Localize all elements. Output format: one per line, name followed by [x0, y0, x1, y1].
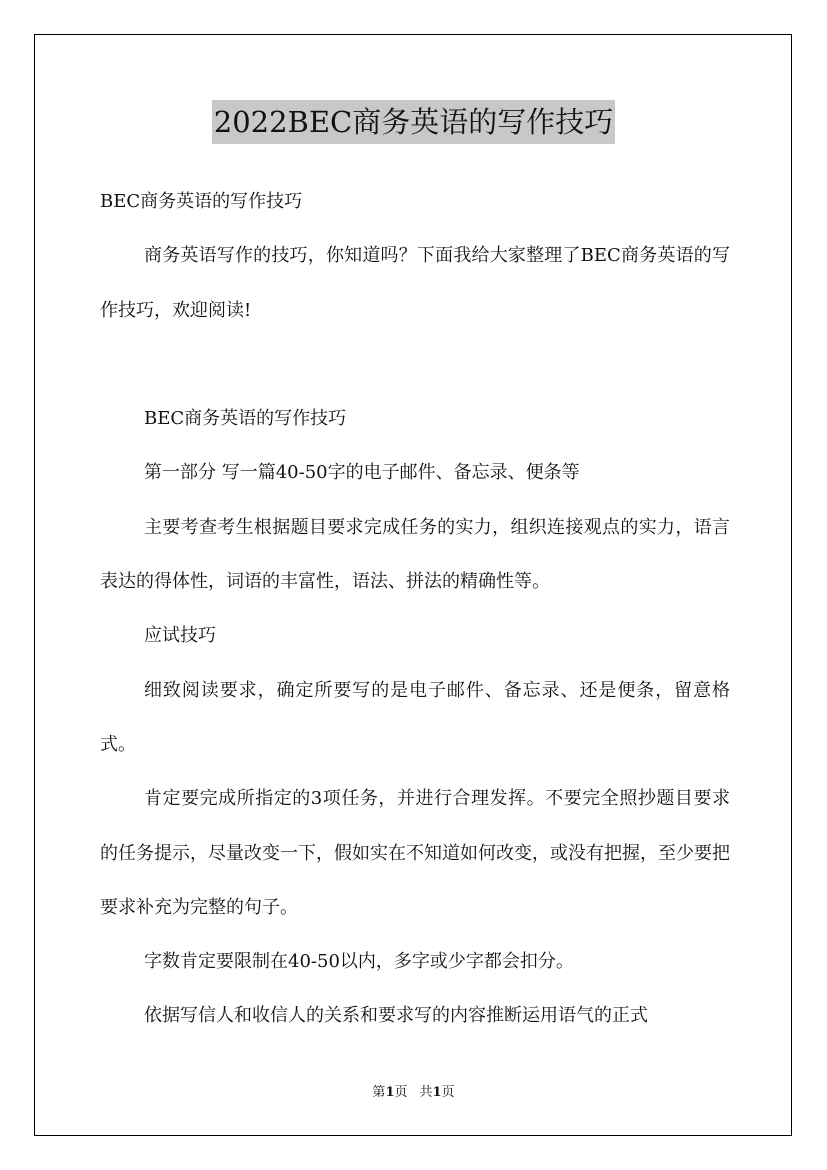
paragraph-exam-focus: 主要考查考生根据题目要求完成任务的实力，组织连接观点的实力，语言表达的得体性，词语的丰富性，语法、拼法的精确性等。 — [100, 516, 730, 593]
page-footer — [0, 1083, 827, 1103]
paragraph-part-one: 第一部分 写一篇40-50字的电子邮件、备忘录、便条等 — [144, 462, 580, 484]
footer-page-number: 1 — [385, 1085, 395, 1100]
paragraph-subtitle: BEC商务英语的写作技巧 — [100, 191, 303, 212]
title-container — [0, 100, 827, 144]
footer-page-suffix: 页 — [394, 1085, 408, 1100]
footer-total-suffix: 页 — [441, 1085, 455, 1100]
footer-total-number: 1 — [432, 1085, 442, 1100]
blank-line — [100, 338, 730, 392]
footer-page-prefix: 第 — [372, 1085, 386, 1100]
paragraph-intro: 商务英语写作的技巧，你知道吗？下面我给大家整理了BEC商务英语的写作技巧，欢迎阅读! — [100, 245, 730, 321]
document-body — [100, 175, 730, 1044]
paragraph-tip-wordcount: 字数肯定要限制在40-50以内，多字或少字都会扣分。 — [144, 951, 574, 973]
document-title: 2022BEC商务英语的写作技巧 — [212, 100, 615, 144]
paragraph-tip-tone: 依据写信人和收信人的关系和要求写的内容推断运用语气的正式 — [144, 1005, 648, 1027]
paragraph-tip-read: 细致阅读要求，确定所要写的是电子邮件、备忘录、还是便条，留意格式。 — [100, 679, 730, 755]
paragraph-tip-tasks: 肯定要完成所指定的3项任务，并进行合理发挥。不要完全照抄题目要求的任务提示，尽量改变一下，假如实在不知道如何改变，或没有把握，至少要把要求补充为完整的句子。 — [100, 788, 730, 918]
paragraph-heading: BEC商务英语的写作技巧 — [144, 408, 347, 430]
footer-total-prefix: 共 — [419, 1085, 433, 1100]
paragraph-tips-heading: 应试技巧 — [144, 625, 216, 647]
